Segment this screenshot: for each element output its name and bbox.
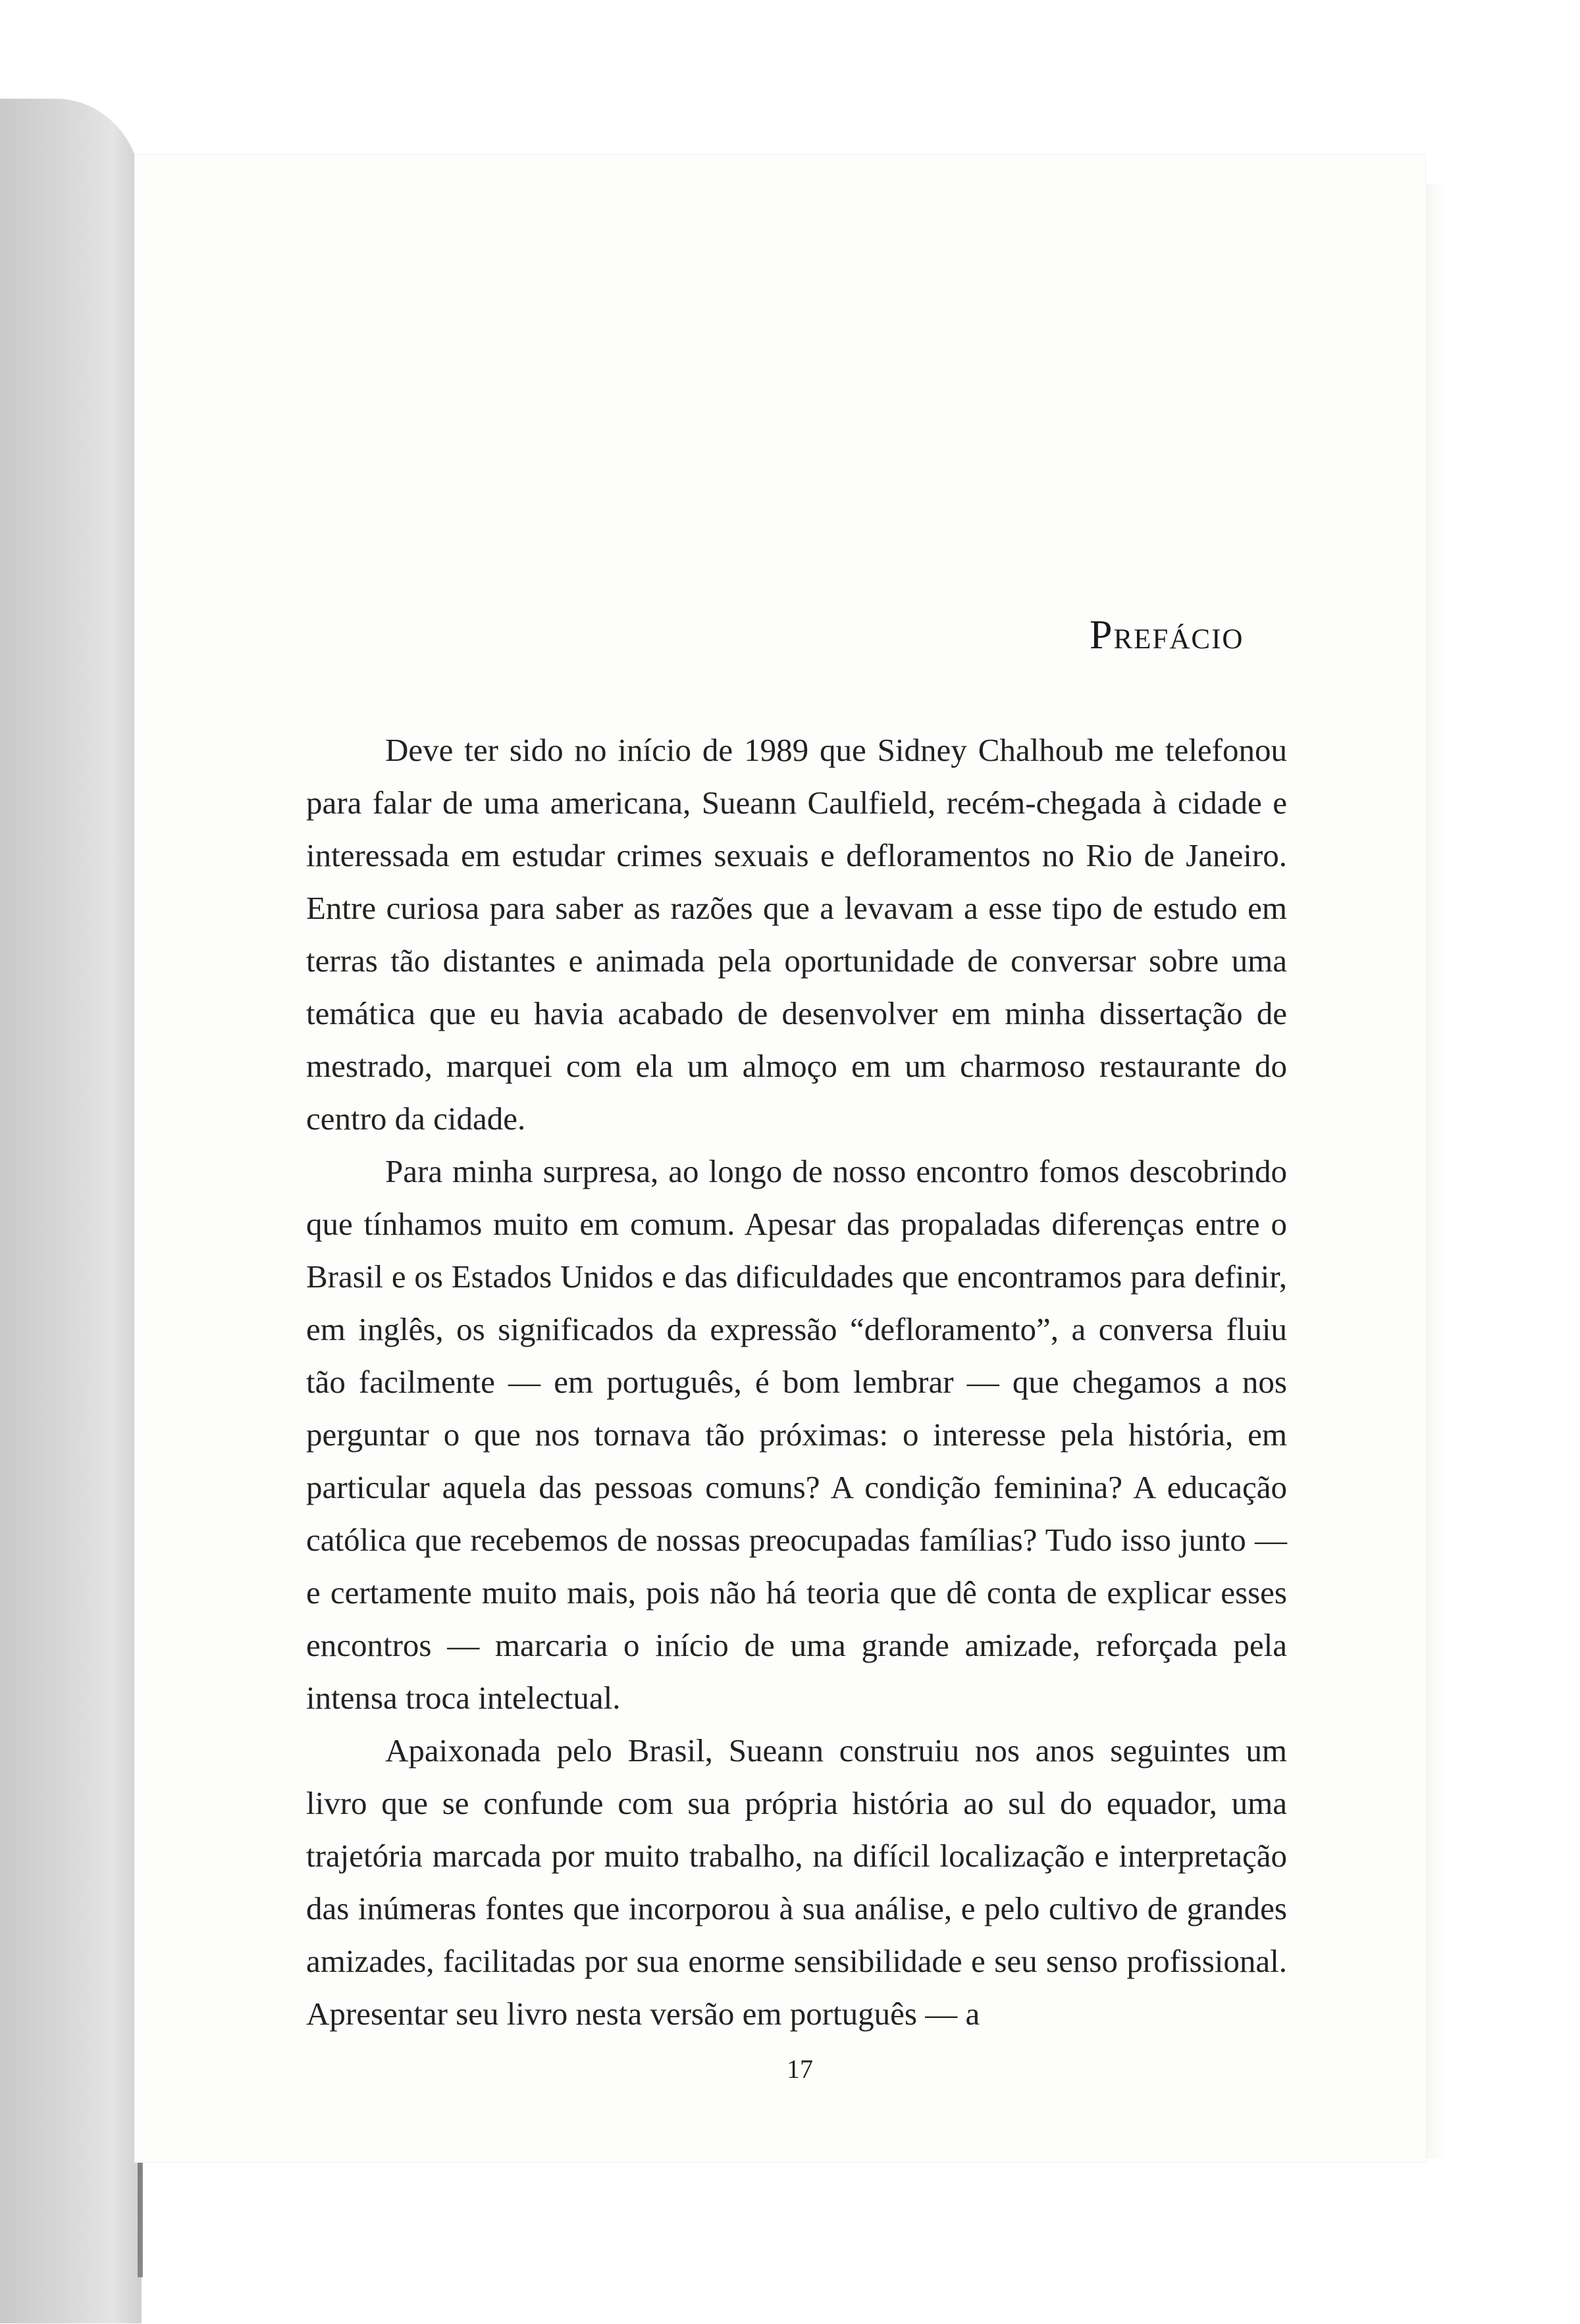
page-number: 17	[787, 2054, 813, 2084]
paragraph-2: Para minha surpresa, ao longo de nosso encontro fomos descobrindo que tínhamos muito em comum. Apesar das propaladas diferenças entre o Brasil e os Estados Unidos e das dificuldades que encontramos para definir, em inglês, os significados da expressão “defloramento”, a conversa fluiu tão facilmente — em português, é bom lembrar — que chegamos a nos perguntar o que nos tornava tão próximas: o interesse pela história, em particular aquela das pessoas comuns? A condição feminina? A educação católica que recebemos de nossas preocupadas famílias? Tudo isso junto — e certamente muito mais, pois não há teoria que dê conta de explicar esses encontros — marcaria o início de uma grande amizade, reforçada pela intensa troca intelectual.	[306, 1153, 1287, 1716]
chapter-title-text: Prefácio	[1090, 613, 1244, 658]
paragraph-1: Deve ter sido no início de 1989 que Sidney Chalhoub me telefonou para falar de uma americana, Sueann Caulfield, recém-chegada à cidade e interessada em estudar crimes sexuais e defloramentos no Rio de Janeiro. Entre curiosa para saber as razões que a levavam a esse tipo de estudo em terras tão distantes e animada pela oportunidade de conversar sobre uma temática que eu havia acabado de desenvolver em minha dissertação de mestrado, marquei com ela um almoço em um charmoso restaurante do centro da cidade.	[306, 732, 1287, 1137]
paragraph-3: Apaixonada pelo Brasil, Sueann construiu nos anos seguintes um livro que se confunde com sua própria história ao sul do equador, uma trajetória marcada por muito trabalho, na difícil localização e interpretação das inúmeras fontes que incorporou à sua análise, e pelo cultivo de grandes amizades, facilitadas por sua enorme sensibilidade e seu senso profissional. Apresentar seu livro nesta versão em português — a	[306, 1732, 1287, 2032]
chapter-title	[1090, 612, 1244, 659]
body-text	[306, 724, 1287, 2040]
previous-page-edge	[0, 99, 142, 2323]
page-edge	[1425, 184, 1445, 2159]
